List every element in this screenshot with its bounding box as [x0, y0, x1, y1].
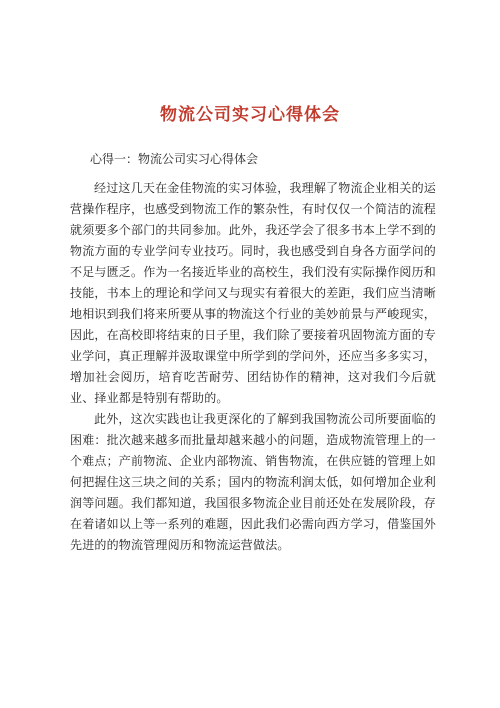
- document-title: 物流公司实习心得体会: [160, 105, 340, 125]
- section-heading: 心得一：物流公司实习心得体会: [90, 152, 259, 166]
- document-body: [70, 178, 436, 556]
- body-paragraph-2: 此外，这次实践也让我更深化的了解到我国物流公司所要面临的困难：批次越来越多而批量却越来越小的问题，造成物流管理上的一个难点；产前物流、企业内部物流、销售物流，在供应链的管理上如何把握住这三块之间的关系；国内的物流利润太低，如何增加企业利润等问题。我们都知道，我国很多物流企业目前还处在发展阶段，存在着诸如以上等一系列的难题，因此我们必需向西方学习，借鉴国外先进的的物流管理阅历和物流运营做法。: [70, 412, 437, 552]
- body-paragraph-1: 经过这几天在金佳物流的实习体验，我理解了物流企业相关的运营操作程序，也感受到物流工作的繁杂性，有时仅仅一个简洁的流程就须要多个部门的共同参加。此外，我还学会了很多书本上学不到的物流方面的专业学问专业技巧。同时，我也感受到自身各方面学问的不足与匮乏。作为一名接近毕业的高校生，我们没有实际操作阅历和技能，书本上的理论和学问又与现实有着很大的差距，我们应当清晰地相识到我们将来所要从事的物流这个行业的美妙前景与严峻现实，因此，在高校即将结束的日子里，我们除了要接着巩固物流方面的专业学问，真正理解并汲取课堂中所学到的学问外，还应当多多实习，增加社会阅历，培育吃苦耐劳、团结协作的精神，这对我们今后就业、择业都是特别有帮助的。: [70, 181, 437, 405]
